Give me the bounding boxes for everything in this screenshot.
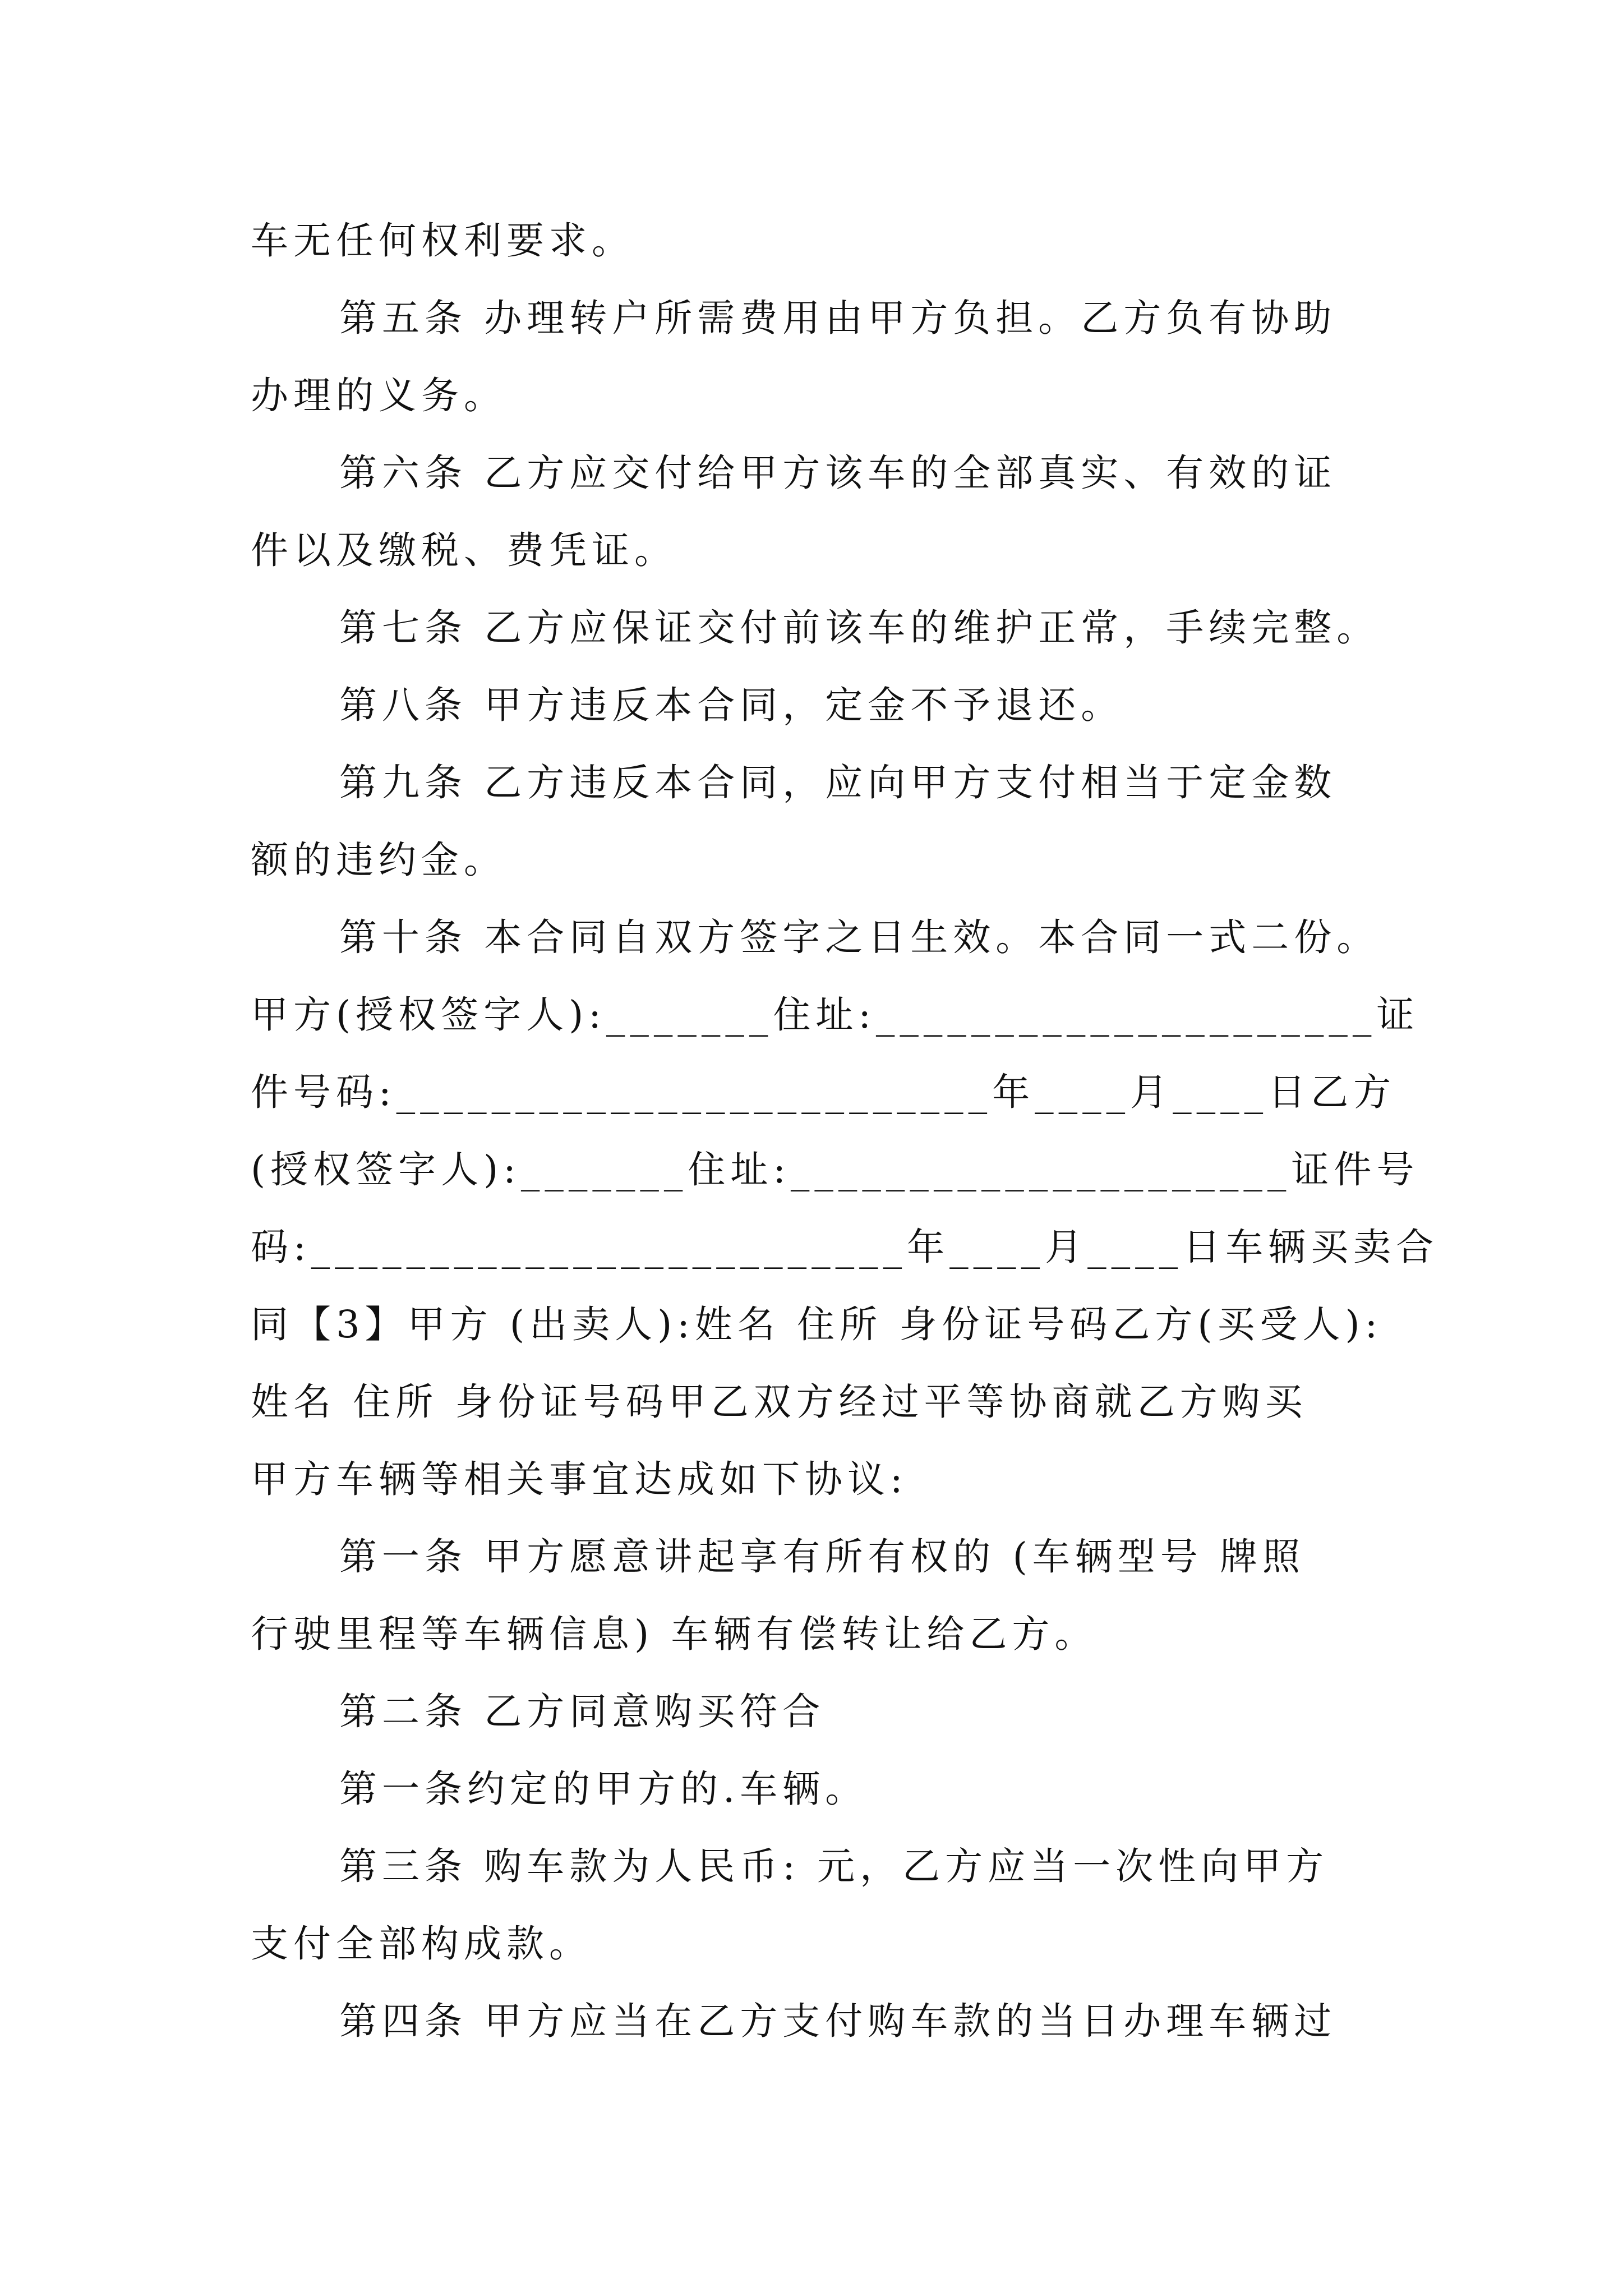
text-line: 甲方(授权签字人):_______住址:_____________________证 [251,993,1419,1037]
text-line: (授权签字人):_______住址:_____________________证件号 [251,1148,1419,1191]
contract-text [251,202,1439,2060]
text-line: 第四条 甲方应当在乙方支付购车款的当日办理车辆过 [339,1999,1337,2043]
text-line: 支付全部构成款。 [251,1922,592,1966]
text-line: 码:_________________________年____月____日车辆买卖合 [251,1225,1439,1269]
text-line: 姓名 住所 身份证号码甲乙双方经过平等协商就乙方购买 [251,1380,1308,1424]
text-line: 第三条 购车款为人民币: 元，乙方应当一次性向甲方 [339,1844,1329,1888]
text-line: 甲方车辆等相关事宜达成如下协议: [251,1457,908,1501]
text-line: 第二条 乙方同意购买符合 [339,1690,826,1733]
text-line: 办理的义务。 [251,374,506,417]
text-line: 第九条 乙方违反本合同，应向甲方支付相当于定金数 [339,761,1337,804]
text-line: 第一条约定的甲方的.车辆。 [339,1767,868,1811]
text-line: 额的违约金。 [251,838,506,882]
text-line: 行驶里程等车辆信息) 车辆有偿转让给乙方。 [251,1612,1098,1656]
text-line: 第七条 乙方应保证交付前该车的维护正常，手续完整。 [339,606,1380,650]
text-line: 第八条 甲方违反本合同，定金不予退还。 [339,683,1124,727]
text-line: 件以及缴税、费凭证。 [251,528,677,572]
text-line: 第十条 本合同自双方签字之日生效。本合同一式二份。 [339,915,1380,959]
text-line: 车无任何权利要求。 [251,219,634,263]
text-line: 第六条 乙方应交付给甲方该车的全部真实、有效的证 [339,451,1337,495]
text-line: 第五条 办理转户所需费用由甲方负担。乙方负有协助 [339,296,1337,340]
text-line: 同【3】甲方 (出卖人):姓名 住所 身份证号码乙方(买受人): [251,1303,1383,1346]
text-line: 件号码:_________________________年____月____日乙方 [251,1070,1396,1114]
text-line: 第一条 甲方愿意讲起享有所有权的 (车辆型号 牌照 [339,1535,1306,1579]
